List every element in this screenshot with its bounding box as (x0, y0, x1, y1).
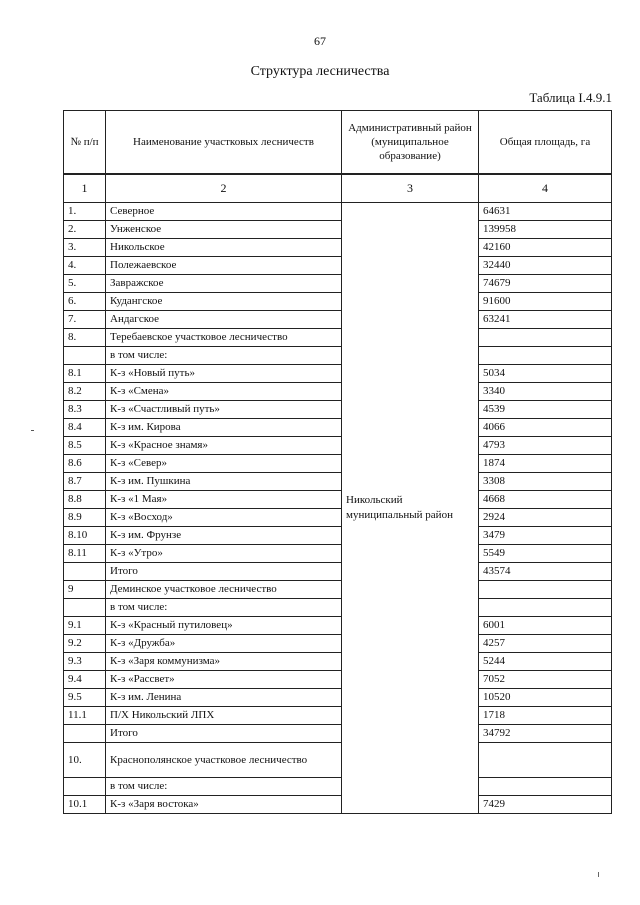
table-row (64, 257, 612, 275)
area-value: 4793 (479, 437, 612, 455)
area-value: 7052 (479, 671, 612, 689)
table-label: Таблица I.4.9.1 (529, 90, 612, 105)
table-row (64, 509, 612, 527)
area-value: 63241 (479, 311, 612, 329)
table-row (64, 383, 612, 401)
table-row (64, 653, 612, 671)
table-body (64, 203, 612, 814)
row-number: 8.1 (64, 365, 106, 383)
forestry-name: Полежаевское (106, 257, 342, 275)
row-number: 8.7 (64, 473, 106, 491)
area-value: 91600 (479, 293, 612, 311)
table-row (64, 617, 612, 635)
area-value: 4257 (479, 635, 612, 653)
row-number (64, 778, 106, 796)
row-number: 8.2 (64, 383, 106, 401)
row-number: 8. (64, 329, 106, 347)
row-number: 8.8 (64, 491, 106, 509)
row-number: 11.1 (64, 707, 106, 725)
row-number: 8.10 (64, 527, 106, 545)
forestry-name: К-з им. Ленина (106, 689, 342, 707)
forestry-name: Северное (106, 203, 342, 221)
area-value (479, 329, 612, 347)
row-number: 8.5 (64, 437, 106, 455)
forestry-name: Никольское (106, 239, 342, 257)
table-row (64, 473, 612, 491)
row-number: 9.1 (64, 617, 106, 635)
forestry-name: Теребаевское участковое лесничество (106, 329, 342, 347)
area-value: 32440 (479, 257, 612, 275)
header-area: Общая площадь, га (479, 111, 612, 175)
table-row (64, 293, 612, 311)
area-value (479, 743, 612, 778)
forestry-name: К-з «Дружба» (106, 635, 342, 653)
table-row (64, 527, 612, 545)
table-row (64, 221, 612, 239)
forestry-name: Кудангское (106, 293, 342, 311)
row-number: 4. (64, 257, 106, 275)
row-number: 1. (64, 203, 106, 221)
header-number: № п/п (64, 111, 106, 175)
table-row (64, 311, 612, 329)
column-number: 1 (64, 174, 106, 203)
table-row (64, 203, 612, 221)
row-number: 9.5 (64, 689, 106, 707)
forestry-structure-table (63, 110, 612, 814)
forestry-name: К-з «Счастливый путь» (106, 401, 342, 419)
table-row (64, 671, 612, 689)
forestry-name: в том числе: (106, 347, 342, 365)
document-title: Структура лесничества (250, 64, 390, 79)
row-number: 9.3 (64, 653, 106, 671)
row-number: 7. (64, 311, 106, 329)
area-value: 6001 (479, 617, 612, 635)
table-row (64, 743, 612, 778)
row-number: 8.9 (64, 509, 106, 527)
forestry-name: П/Х Никольский ЛПХ (106, 707, 342, 725)
forestry-name: К-з «Красный путиловец» (106, 617, 342, 635)
row-number: 8.11 (64, 545, 106, 563)
area-value: 10520 (479, 689, 612, 707)
table-row (64, 599, 612, 617)
column-number-row (64, 174, 612, 203)
row-number: 8.6 (64, 455, 106, 473)
header-name: Наименование участковых лесничеств (106, 111, 342, 175)
table-row (64, 365, 612, 383)
area-value: 4668 (479, 491, 612, 509)
area-value: 3340 (479, 383, 612, 401)
row-number (64, 563, 106, 581)
table-row (64, 347, 612, 365)
row-number: 8.3 (64, 401, 106, 419)
area-value: 3479 (479, 527, 612, 545)
forestry-name: К-з «Новый путь» (106, 365, 342, 383)
area-value: 1874 (479, 455, 612, 473)
header-district: Административный район (муниципальное образование) (342, 111, 479, 175)
forestry-name: Итого (106, 725, 342, 743)
forestry-name: Итого (106, 563, 342, 581)
table-row (64, 275, 612, 293)
row-number: 8.4 (64, 419, 106, 437)
area-value: 4066 (479, 419, 612, 437)
column-number: 2 (106, 174, 342, 203)
row-number: 10.1 (64, 796, 106, 814)
table-row (64, 437, 612, 455)
area-value (479, 778, 612, 796)
table-row (64, 329, 612, 347)
area-value: 74679 (479, 275, 612, 293)
row-number (64, 347, 106, 365)
table-row (64, 581, 612, 599)
forestry-name: К-з «1 Мая» (106, 491, 342, 509)
area-value: 42160 (479, 239, 612, 257)
table-row (64, 778, 612, 796)
table-row (64, 491, 612, 509)
area-value: 5549 (479, 545, 612, 563)
area-value (479, 581, 612, 599)
forestry-name: в том числе: (106, 599, 342, 617)
table-row (64, 401, 612, 419)
area-value: 4539 (479, 401, 612, 419)
table-row (64, 707, 612, 725)
forestry-name: К-з «Утро» (106, 545, 342, 563)
table-row (64, 239, 612, 257)
row-number: 9.2 (64, 635, 106, 653)
forestry-name: К-з «Север» (106, 455, 342, 473)
table-row (64, 725, 612, 743)
column-number: 3 (342, 174, 479, 203)
row-number: 10. (64, 743, 106, 778)
row-number: 9 (64, 581, 106, 599)
forestry-name: Андагское (106, 311, 342, 329)
scan-mark (31, 430, 34, 431)
area-value: 34792 (479, 725, 612, 743)
area-value (479, 599, 612, 617)
area-value: 43574 (479, 563, 612, 581)
column-number: 4 (479, 174, 612, 203)
row-number: 6. (64, 293, 106, 311)
forestry-name: Завражское (106, 275, 342, 293)
forestry-name: К-з им. Кирова (106, 419, 342, 437)
area-value: 64631 (479, 203, 612, 221)
row-number: 3. (64, 239, 106, 257)
row-number: 9.4 (64, 671, 106, 689)
forestry-name: Деминское участковое лесничество (106, 581, 342, 599)
forestry-name: К-з «Восход» (106, 509, 342, 527)
forestry-name: К-з «Заря востока» (106, 796, 342, 814)
area-value: 5244 (479, 653, 612, 671)
table-row (64, 635, 612, 653)
table-row (64, 796, 612, 814)
table-row (64, 689, 612, 707)
forestry-name: К-з «Красное знамя» (106, 437, 342, 455)
row-number (64, 599, 106, 617)
scan-mark (598, 872, 599, 877)
row-number (64, 725, 106, 743)
area-value: 1718 (479, 707, 612, 725)
district-name: Никольский муниципальный район (342, 203, 479, 814)
table-row (64, 419, 612, 437)
area-value: 5034 (479, 365, 612, 383)
forestry-name: К-з «Рассвет» (106, 671, 342, 689)
forestry-name: К-з им. Пушкина (106, 473, 342, 491)
area-value: 139958 (479, 221, 612, 239)
table-row (64, 563, 612, 581)
table-row (64, 455, 612, 473)
area-value: 7429 (479, 796, 612, 814)
page-number: 67 (314, 34, 326, 48)
row-number: 2. (64, 221, 106, 239)
area-value (479, 347, 612, 365)
forestry-name: К-з «Смена» (106, 383, 342, 401)
area-value: 2924 (479, 509, 612, 527)
table-header-row (64, 111, 612, 175)
forestry-name: К-з «Заря коммунизма» (106, 653, 342, 671)
forestry-name: в том числе: (106, 778, 342, 796)
forestry-name: Унженское (106, 221, 342, 239)
row-number: 5. (64, 275, 106, 293)
forestry-name: К-з им. Фрунзе (106, 527, 342, 545)
forestry-name: Краснополянское участковое лесничество (106, 743, 342, 778)
table-row (64, 545, 612, 563)
area-value: 3308 (479, 473, 612, 491)
